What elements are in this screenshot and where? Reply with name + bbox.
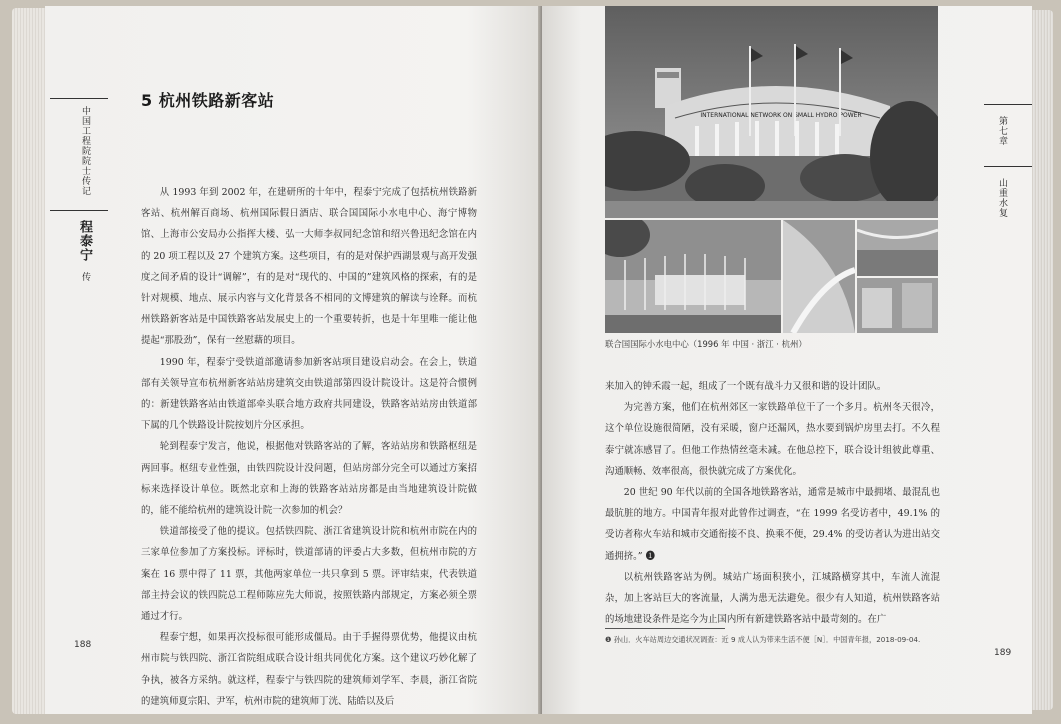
page-number-left: 188 (74, 640, 92, 650)
paragraph: 程泰宁想，如果再次投标很可能形成僵局。由于手握得票优势，他提议由杭州市院与铁四院、浙江省院组成联合设计组共同优化方案。这个建议巧妙化解了争执，被各方采纳。就这样，程泰宁与铁四院的建筑师刘学军、李晨，浙江省院的建筑师夏宗阳、尹军，杭州市院的建筑师丁洸、陆皓以及后 (141, 632, 477, 707)
paragraph: 从 1993 年到 2002 年，在建研所的十年中，程泰宁完成了包括杭州铁路新客站、杭州解百商场、杭州国际假日酒店、联合国国际小水电中心、海宁博物馆、上海市公安局办公指挥大楼、弘一大师李叔同纪念馆和绍兴鲁迅纪念馆在内的 20 项工程以及 27 个建筑方案。这些项目，有的是对保护西湖景观与高开发强度之间矛盾的设计“调解”，有的是对“现代的、中国的”建筑风格的探索，有的是针对规模、地点、展示内容与文化背景各不相同的文博建筑的解读与诠释。而杭州铁路新客站是中国铁路客站发展史上的一个重要转折，也是十年里唯一能让他提起“那股劲”，保有一丝慰藉的项目。 (141, 187, 477, 347)
paragraph: 1990 年，程泰宁受铁道部邀请参加新客站项目建设启动会。在会上，铁道部有关领导宣布杭州新客站站房建筑交由铁道部第四设计院设计。这是符合惯例的：新建铁路客站由铁道部牵头联合地方政府共同建设，铁路客站站房由铁道部下属的几个铁路设计院按划片分区承担。 (141, 356, 477, 432)
chapter-subtitle: 山重水复 (997, 178, 1007, 218)
footnote: ❶ 孙山．火车站周边交通状况调查：近 9 成人认为带来生活不便［N］．中国青年报，2018-09-04. (605, 635, 921, 644)
side-rule-mid (50, 210, 108, 211)
side-rule-top (50, 98, 108, 99)
paragraph: 轮到程泰宁发言，他说，根据他对铁路客站的了解，客站站房和铁路枢纽是两回事。枢纽专业性强，由铁四院设计没问题，但站房部分完全可以通过方案招标来选择设计单位。既然北京和上海的铁路客站站房都是由当地建筑设计院做的，能不能给杭州的建筑设计院一次参加的机会？ (141, 441, 477, 517)
paragraph: 以杭州铁路客站为例。城站广场面积狭小，江城路横穿其中，车流人流混杂，加上客站巨大的客流量，人满为患无法避免。很少有人知道，杭州铁路客站的场地建设条件是迄今为止国内所有新建铁路客站中最苛刻的。在广 (605, 571, 940, 626)
page-number-right: 189 (994, 648, 1012, 658)
paragraph: 为完善方案，他们在杭州郊区一家铁路单位干了一个多月。杭州冬天很冷，这个单位设施很简陋，没有采暖，窗户还漏风，热水要到锅炉房里去打。不久程泰宁就冻感冒了。但他工作热情丝毫未减。在他总控下，联合设计组彼此尊重、沟通顺畅、效率很高，很快就完成了方案优化。 (605, 402, 940, 477)
building-photo-main (605, 6, 938, 218)
person-suffix: 传 (80, 272, 90, 282)
side-rule-mid-right (984, 166, 1032, 167)
right-body-text (605, 376, 940, 630)
paragraph: 铁道部接受了他的提议。包括铁四院、浙江省建筑设计院和杭州市院在内的三家单位参加了方案投标。评标时，铁道部请的评委占大多数，但杭州市院的方案在 16 票中得了 11 票，其他两家单位一共只拿到 5 票。评审结束，代表铁道部主持会议的铁四院总工程师陈应先大师说，按照铁路内部规定，方案必须全票通过才行。 (141, 526, 477, 623)
left-body-text (141, 182, 477, 712)
left-page (45, 6, 542, 714)
chapter-title: 5 杭州铁路新客站 (141, 91, 275, 110)
footnote-rule (605, 628, 725, 629)
building-photo-flags (605, 220, 781, 333)
right-page (542, 6, 1032, 714)
interior-photo-hall (857, 278, 938, 333)
person-name: 程泰宁 (77, 220, 92, 262)
photo-caption: 联合国国际小水电中心（1996 年 中国 · 浙江 · 杭州） (605, 339, 807, 349)
chapter-label: 第七章 (997, 116, 1007, 146)
building-sign-text: INTERNATIONAL NETWORK ON SMALL HYDRO POWER (700, 112, 862, 119)
interior-photo-curve (783, 220, 855, 333)
series-title: 中国工程院院士传记 (80, 106, 90, 196)
paragraph: 20 世纪 90 年代以前的全国各地铁路客站，通常是城市中最拥堵、最混乱也最肮脏的地方。中国青年报对此曾作过调查，“在 1999 名受访者中，49.1% 的受访者称火车站和城市交通衔接不良、换乘不便，29.4% 的受访者认为进出站交通拥挤。” ❶ (605, 487, 940, 562)
side-rule-top-right (984, 104, 1032, 105)
interior-photo-lobby (857, 220, 938, 276)
paragraph: 来加入的钟禾霞一起，组成了一个既有战斗力又很和谐的设计团队。 (605, 381, 887, 392)
